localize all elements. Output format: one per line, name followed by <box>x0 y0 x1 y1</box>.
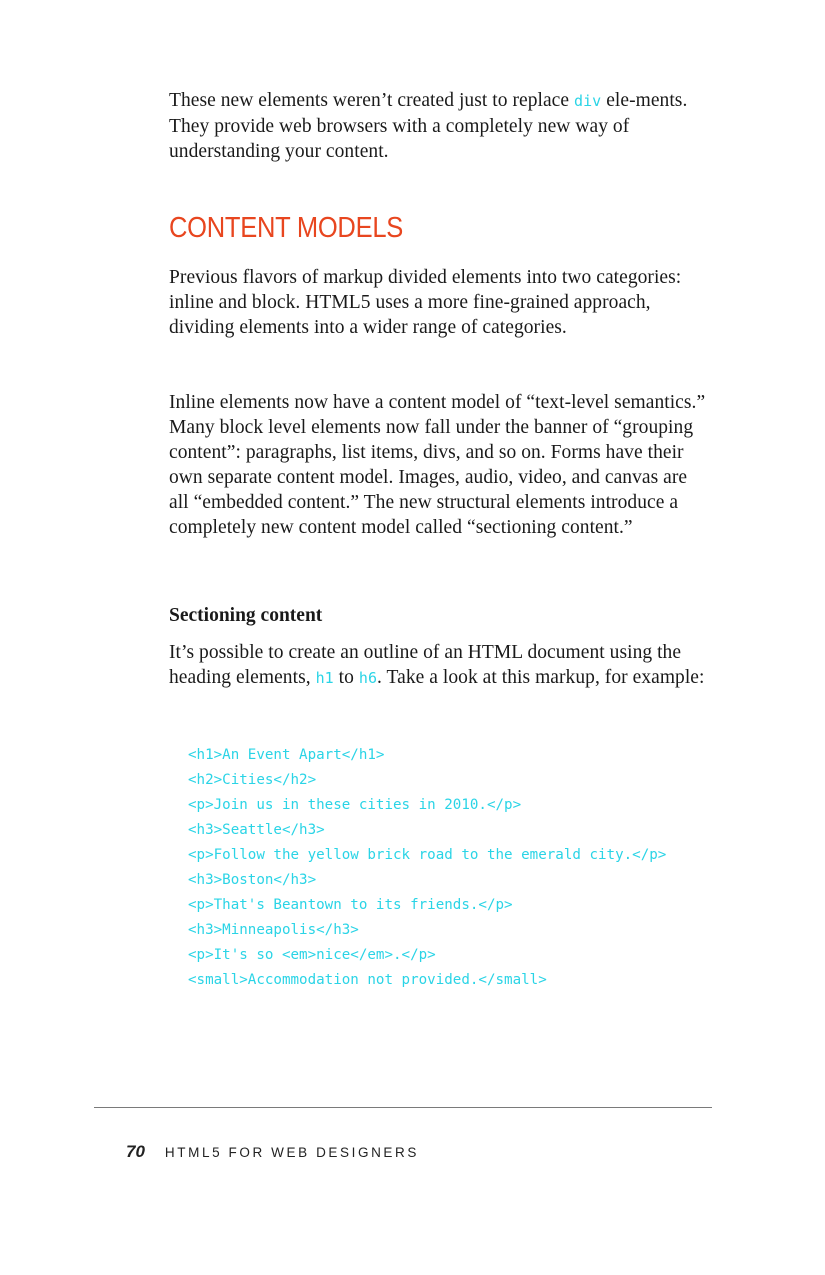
code-line: <small>Accommodation not provided.</small> <box>188 972 547 988</box>
code-line: <h1>An Event Apart</h1> <box>188 747 385 763</box>
content-models-paragraph-1: Previous flavors of markup divided elements into two categories: inline and block. HTML5 uses a more fine-grained approach, dividing elements into a wider range of categories. <box>169 267 682 338</box>
code-line: <h3>Minneapolis</h3> <box>188 922 359 938</box>
intro-text-after: ele-ments. They provide web browsers with a completely new way of understanding your content. <box>169 90 688 162</box>
code-line: <p>Join us in these cities in 2010.</p> <box>188 797 522 813</box>
inline-code-h1: h1 <box>315 669 334 687</box>
footer-divider <box>94 1107 712 1108</box>
content-models-paragraph-2: Inline elements now have a content model of “text-level semantics.” Many block level elements now fall under the banner of “grouping content”: paragraphs, list items, divs, and so on. Forms have their own separate content model. Images, audio, video, and canvas are all “embedded content.” The new structural elements introduce a completely new content model called “sectioning content.” <box>169 392 706 538</box>
section-heading: CONTENT MODELS <box>169 212 404 244</box>
sectioning-text-b: to <box>333 667 359 688</box>
code-line: <h3>Seattle</h3> <box>188 822 325 838</box>
code-line: <p>It's so <em>nice</em>.</p> <box>188 947 436 963</box>
intro-paragraph <box>169 88 699 164</box>
inline-code-div: div <box>574 92 602 110</box>
running-title: HTML5 FOR WEB DESIGNERS <box>164 1145 419 1160</box>
code-line: <p>Follow the yellow brick road to the emerald city.</p> <box>188 847 667 863</box>
code-example <box>188 743 666 993</box>
code-line: <h2>Cities</h2> <box>188 772 317 788</box>
sectioning-text-a: It’s possible to create an outline of an HTML document using the heading elements, <box>169 642 682 688</box>
code-line: <h3>Boston</h3> <box>188 872 317 888</box>
sectioning-paragraph <box>169 640 714 691</box>
intro-text-before: These new elements weren’t created just to replace <box>169 90 575 111</box>
subsection-heading: Sectioning content <box>169 605 323 626</box>
sectioning-text-c: . Take a look at this markup, for example: <box>377 667 705 688</box>
page-number: 70 <box>126 1142 145 1161</box>
page-footer <box>126 1142 419 1162</box>
code-line: <p>That's Beantown to its friends.</p> <box>188 897 513 913</box>
inline-code-h6: h6 <box>358 669 378 687</box>
